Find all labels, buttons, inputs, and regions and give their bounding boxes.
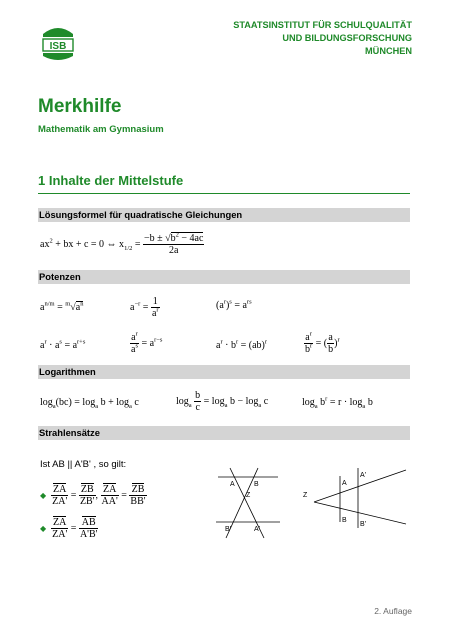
label-a-prime: A'	[360, 472, 367, 479]
label-a: A	[230, 481, 235, 488]
section-rule	[38, 193, 410, 194]
logo-text: ISB	[49, 41, 67, 52]
section-heading: 1 Inhalte der Mittelstufe	[38, 173, 184, 188]
label-z: Z	[246, 492, 251, 499]
quadratic-formula: $ax^2$ + bx + c = 0 ⇔ $x_{1/2}$ = $\frac{-b \pm √b^2 - 4ac}{2a}$	[40, 231, 204, 256]
block-header-intercept: Strahlensätze	[38, 426, 410, 440]
power-root-rule: $a^{n/m} = ^m√a^n$	[40, 300, 84, 313]
power-power-rule: $(a^r)^s = a^{rs}$	[216, 298, 252, 311]
intercept-ratio-2: ◆ $\frac{ZA}{ZA'}$ = $\frac{AB}{A'B'}$	[40, 517, 98, 540]
intercept-figure-x	[208, 464, 288, 544]
log-quotient-rule: $\log_a$ $\frac{b}{c}$ = $\log_a b - \log_a c$	[176, 390, 269, 413]
label-b: B	[254, 481, 259, 488]
label-a: A	[342, 480, 347, 487]
block-header-powers: Potenzen	[38, 270, 410, 284]
label-z: Z	[303, 492, 308, 499]
label-b-prime: B'	[225, 526, 232, 533]
power-product-rule: $a^r \cdot a^s = a^{r+s}$	[40, 338, 86, 351]
label-b: B	[342, 517, 347, 524]
page-title: Merkhilfe	[38, 96, 122, 117]
log-power-rule: $\log_a b^r = r \cdot \log_a b$	[302, 395, 373, 410]
institute-line-3: MÜNCHEN	[365, 46, 412, 56]
power-base-quotient-rule: $\frac{a^r}{b^r}$ = ( $\frac{a}{b}$ )$^r$	[305, 330, 340, 355]
power-quotient-rule: $\frac{a^r}{a^s}$ = $a^{r-s}$	[131, 330, 163, 355]
institute-name	[233, 19, 412, 58]
edition-footer: 2. Auflage	[374, 606, 412, 616]
institute-line-1: STAATSINSTITUT FÜR SCHULQUALITÄT	[233, 20, 412, 30]
intercept-ratio-1: ◆ $\frac{ZA}{ZA'}$ = $\frac{ZB}{ZB'}$ , $\frac{ZA}{AA'}$ = $\frac{ZB}{BB'}$	[40, 484, 146, 507]
block-header-logarithms: Logarithmen	[38, 365, 410, 379]
institute-line-2: UND BILDUNGSFORSCHUNG	[282, 33, 412, 43]
power-negative-rule: $a^{-r}$ = $\frac{1}{a^r}$	[130, 296, 159, 319]
log-product-rule: $\log_a(bc) = \log_a b + \log_a c$	[40, 397, 139, 410]
isb-logo	[40, 20, 76, 60]
intercept-condition: Ist AB || A'B' , so gilt:	[40, 459, 127, 470]
intercept-figure-v	[298, 464, 413, 544]
block-header-quadratic: Lösungsformel für quadratische Gleichungen	[38, 208, 410, 222]
power-base-product-rule: $a^r \cdot b^r = (ab)^r$	[216, 338, 268, 351]
page-subtitle: Mathematik am Gymnasium	[38, 124, 164, 135]
label-a-prime: A'	[254, 526, 261, 533]
label-b-prime: B'	[360, 521, 367, 528]
